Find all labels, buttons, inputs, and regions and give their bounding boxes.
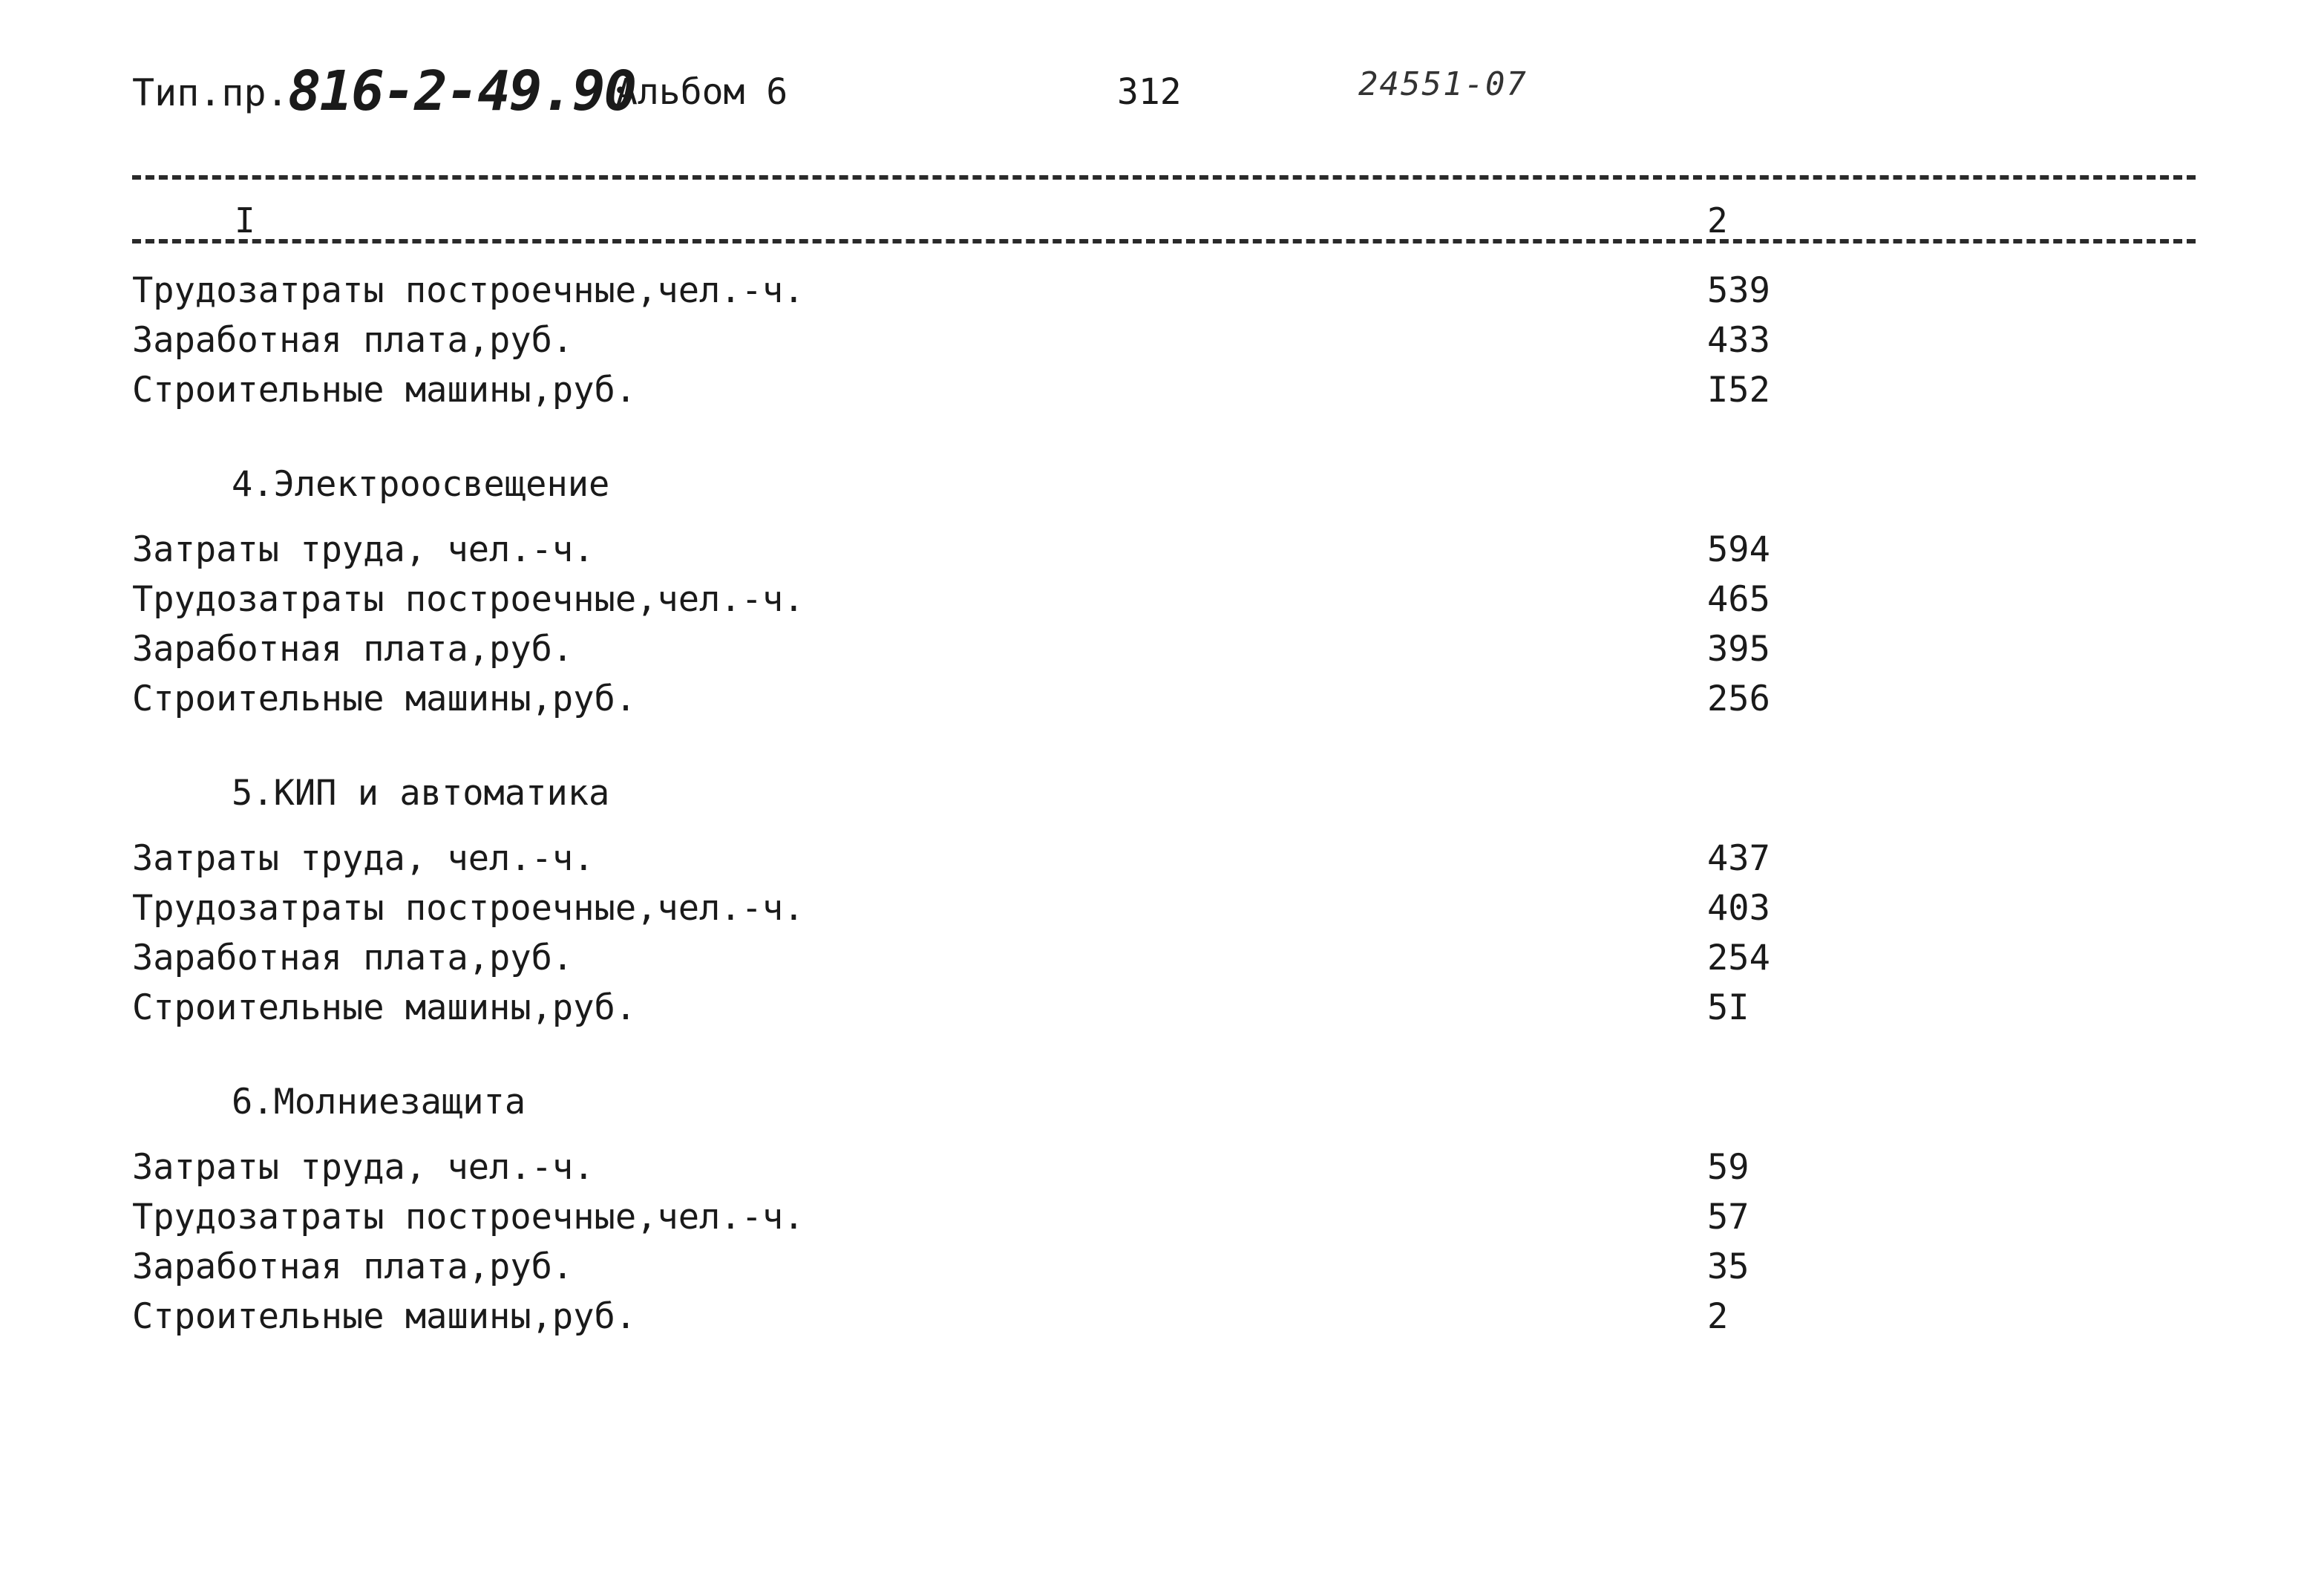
row-value: 465 bbox=[1707, 579, 1770, 620]
row-label: Заработная плата,руб. bbox=[132, 629, 574, 670]
row-value: 256 bbox=[1707, 679, 1770, 719]
row-label: Заработная плата,руб. bbox=[132, 1246, 574, 1287]
table-row bbox=[0, 1147, 2324, 1191]
table-row bbox=[0, 320, 2324, 364]
row-label: Строительные машины,руб. bbox=[132, 679, 637, 719]
row-value: 433 bbox=[1707, 320, 1770, 361]
section-title: 4.Электроосвещение bbox=[232, 464, 610, 505]
document-type-label: Тип.пр. bbox=[132, 71, 289, 114]
table-row bbox=[0, 987, 2324, 1032]
row-label: Затраты труда, чел.-ч. bbox=[132, 838, 595, 879]
table-row bbox=[0, 679, 2324, 723]
row-value: 403 bbox=[1707, 888, 1770, 929]
page-number: 312 bbox=[1117, 71, 1182, 113]
row-label: Заработная плата,руб. bbox=[132, 320, 574, 361]
table-row bbox=[0, 1246, 2324, 1291]
section-title: 5.КИП и автоматика bbox=[232, 773, 610, 814]
section-title: 6.Молниезащита bbox=[232, 1082, 526, 1122]
row-value: 57 bbox=[1707, 1197, 1749, 1238]
table-row bbox=[0, 888, 2324, 932]
row-value: 594 bbox=[1707, 529, 1770, 570]
table-row bbox=[0, 1197, 2324, 1241]
row-value: I52 bbox=[1707, 370, 1770, 411]
row-value: 59 bbox=[1707, 1147, 1749, 1188]
row-value: 539 bbox=[1707, 270, 1770, 311]
handwritten-number: 24551-07 bbox=[1358, 65, 1528, 103]
row-label: Затраты труда, чел.-ч. bbox=[132, 529, 595, 570]
row-value: 35 bbox=[1707, 1246, 1749, 1287]
album-label: Альбом 6 bbox=[616, 71, 788, 113]
row-label: Затраты труда, чел.-ч. bbox=[132, 1147, 595, 1188]
row-label: Трудозатраты построечные,чел.-ч. bbox=[132, 1197, 805, 1238]
table-header-rule bbox=[132, 239, 2196, 243]
row-label: Строительные машины,руб. bbox=[132, 987, 637, 1028]
table-row bbox=[0, 370, 2324, 414]
project-code: 816-2-49.90 bbox=[288, 59, 636, 123]
table-row bbox=[0, 838, 2324, 883]
row-label: Строительные машины,руб. bbox=[132, 1296, 637, 1337]
row-label: Трудозатраты построечные,чел.-ч. bbox=[132, 270, 805, 311]
table-top-rule bbox=[132, 175, 2196, 180]
table-row bbox=[0, 270, 2324, 315]
row-value: 2 bbox=[1707, 1296, 1729, 1337]
row-label: Заработная плата,руб. bbox=[132, 938, 574, 978]
column-2-number: 2 bbox=[1707, 200, 1728, 241]
table-row bbox=[0, 938, 2324, 982]
row-value: 395 bbox=[1707, 629, 1770, 670]
column-1-number: I bbox=[235, 200, 255, 241]
row-value: 5I bbox=[1707, 987, 1749, 1028]
table-row bbox=[0, 529, 2324, 574]
row-label: Трудозатраты построечные,чел.-ч. bbox=[132, 888, 805, 929]
table-row bbox=[0, 1296, 2324, 1341]
row-label: Строительные машины,руб. bbox=[132, 370, 637, 411]
table-row bbox=[0, 579, 2324, 624]
row-label: Трудозатраты построечные,чел.-ч. bbox=[132, 579, 805, 620]
row-value: 437 bbox=[1707, 838, 1770, 879]
table-row bbox=[0, 629, 2324, 673]
row-value: 254 bbox=[1707, 938, 1770, 978]
